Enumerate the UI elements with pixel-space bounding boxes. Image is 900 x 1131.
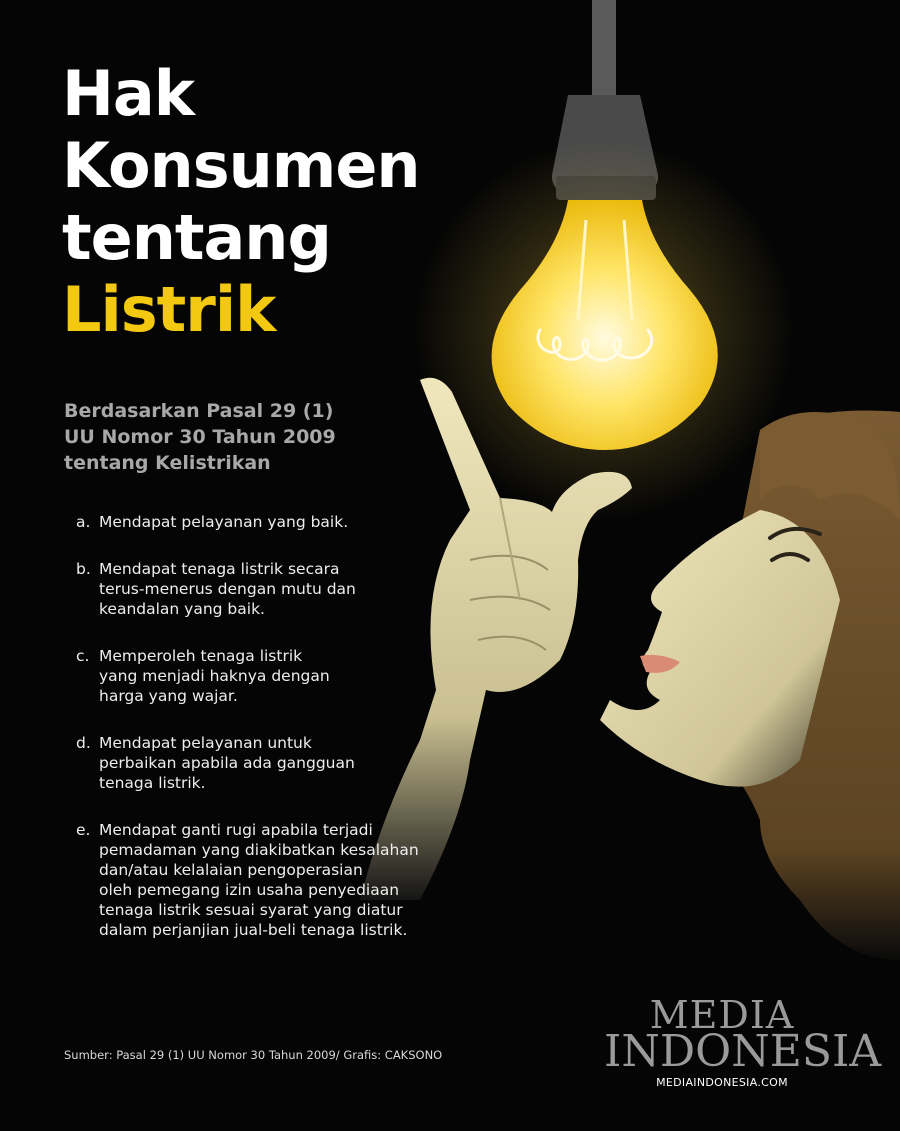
list-item <box>76 559 476 619</box>
rights-list <box>76 512 476 967</box>
title-line-2: Konsumen <box>62 129 420 202</box>
list-item <box>76 646 476 706</box>
title-line-3: tentang <box>62 201 331 274</box>
logo-line-1: MEDIA <box>649 993 795 1037</box>
list-item <box>76 733 476 793</box>
list-item-letter: b. <box>76 560 91 578</box>
title-line-4: Listrik <box>62 273 276 346</box>
media-indonesia-logo <box>604 993 882 1089</box>
page-title <box>62 58 420 346</box>
list-item-letter: c. <box>76 647 90 665</box>
list-item-text: Memperoleh tenaga listrik yang menjadi haknya dengan harga yang wajar. <box>99 647 330 705</box>
list-item-text: Mendapat ganti rugi apabila terjadi pemadaman yang diakibatkan kesalahan dan/atau kelalaian pengoperasian oleh pemegang izin usaha penyediaan tenaga listrik sesuai syarat yang diatur dalam perjanjian jual-beli tenaga listrik. <box>99 821 419 939</box>
list-item-text: Mendapat pelayanan untuk perbaikan apabila ada gangguan tenaga listrik. <box>99 734 355 792</box>
list-item-letter: d. <box>76 734 91 752</box>
source-credit: Sumber: Pasal 29 (1) UU Nomor 30 Tahun 2009/ Grafis: CAKSONO <box>64 1048 443 1062</box>
list-item <box>76 512 476 532</box>
subtitle-line-3: tentang Kelistrikan <box>64 452 271 474</box>
list-item-text: Mendapat pelayanan yang baik. <box>99 513 349 531</box>
title-line-1: Hak <box>62 57 194 130</box>
list-item <box>76 820 476 940</box>
subtitle <box>64 398 336 476</box>
list-item-letter: e. <box>76 821 91 839</box>
subtitle-line-1: Berdasarkan Pasal 29 (1) <box>64 400 334 422</box>
logo-line-2: INDONESIA <box>604 1026 882 1077</box>
list-item-letter: a. <box>76 513 91 531</box>
subtitle-line-2: UU Nomor 30 Tahun 2009 <box>64 426 336 448</box>
logo-url: MEDIAINDONESIA.COM <box>656 1076 788 1089</box>
list-item-text: Mendapat tenaga listrik secara terus-menerus dengan mutu dan keandalan yang baik. <box>99 560 356 618</box>
